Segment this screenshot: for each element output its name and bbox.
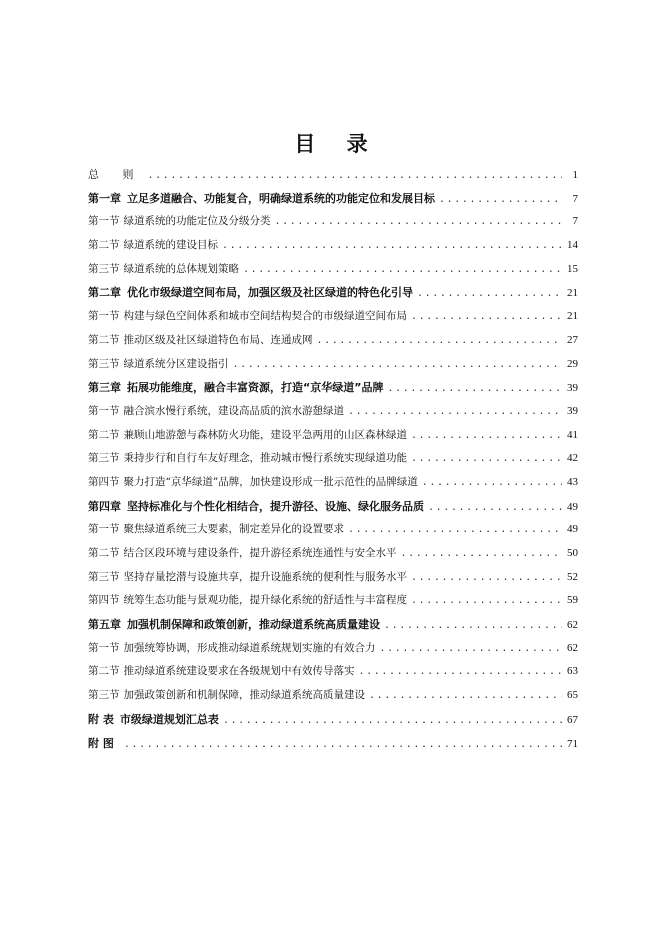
toc-entry-title: 推动区级及社区绿道特色布局、连通成网 (123, 333, 313, 346)
toc-entry-page: 7 (572, 192, 578, 205)
toc-entry-label (88, 732, 120, 756)
toc-entry-label (88, 708, 219, 732)
toc-entry-title: 拓展功能维度，融合丰富资源，打造“京华绿道”品牌 (127, 381, 384, 395)
toc-entry-number: 第二节 (88, 665, 120, 678)
toc-entry-page: 63 (567, 665, 578, 678)
toc-entry-page: 52 (567, 570, 578, 583)
toc-entry[interactable] (88, 329, 578, 353)
toc-entry[interactable] (88, 400, 578, 424)
toc-entry-label (88, 542, 397, 566)
dot-leader (439, 188, 562, 212)
toc-entry-title: 优化市级绿道空间布局，加强区级及社区绿道的特色化引导 (127, 286, 413, 300)
toc-entry-label (88, 589, 407, 613)
toc-entry-number: 第一章 (88, 191, 121, 205)
toc-entry[interactable] (88, 187, 578, 211)
toc-entry-number: 第一节 (88, 310, 120, 323)
toc-entry-title: 秉持步行和自行车友好理念，推动城市慢行系统实现绿道功能 (123, 452, 407, 465)
toc-entry-page: 21 (567, 310, 578, 323)
toc-entry-label (88, 234, 218, 258)
toc-entry-page: 21 (567, 287, 578, 300)
dot-leader (411, 424, 562, 448)
toc-entry-number: 第二节 (88, 547, 120, 559)
toc-entry-number: 第三节 (88, 262, 120, 275)
toc-entry-number: 第三章 (88, 381, 121, 395)
toc-entry-title: 绿道系统的总体规划策略 (123, 262, 239, 275)
dot-leader (384, 614, 562, 638)
toc-entry-number: 第一节 (88, 641, 120, 654)
toc-entry-number: 第二节 (88, 239, 120, 252)
dot-leader (411, 566, 562, 590)
dot-leader (380, 637, 563, 661)
toc-entry-number: 第二节 (88, 333, 120, 346)
toc-entry[interactable] (88, 305, 578, 329)
toc-entry[interactable] (88, 163, 578, 187)
toc-entry-title: 融合滨水慢行系统，建设高品质的滨水游憩绿道 (123, 404, 344, 417)
toc-entry-number: 第三节 (88, 452, 120, 465)
toc-entry-page: 42 (567, 452, 578, 465)
dot-leader (401, 542, 563, 566)
toc-entry-number: 第四节 (88, 594, 120, 607)
dot-leader (317, 329, 563, 353)
toc-entry[interactable] (88, 376, 578, 400)
toc-entry[interactable] (88, 732, 578, 756)
toc-entry-label (88, 281, 413, 305)
toc-entry-title: 绿道系统分区建设指引 (123, 357, 229, 370)
toc-entry-number: 第五章 (88, 618, 121, 632)
toc-entry-label (88, 187, 435, 211)
dot-leader (348, 518, 562, 542)
toc-entry[interactable] (88, 281, 578, 305)
toc-entry-number: 第三节 (88, 570, 120, 583)
toc-entry-number: 第四章 (88, 499, 121, 513)
toc-entry-label (88, 637, 376, 661)
dot-leader (417, 282, 562, 306)
toc-entry-page: 49 (567, 500, 578, 513)
toc-entry-page: 62 (567, 619, 578, 632)
toc-entry-number: 第三节 (88, 357, 120, 370)
toc-entry-title: 加强统筹协调，形成推动绿道系统规划实施的有效合力 (123, 641, 376, 654)
toc-entry-title: 市级绿道规划汇总表 (119, 712, 219, 726)
toc-entry[interactable] (88, 471, 578, 495)
dot-leader (148, 164, 563, 188)
toc-entry[interactable] (88, 613, 578, 637)
toc-entry-page: 7 (572, 215, 578, 228)
toc-entry-page: 62 (567, 641, 578, 654)
toc-entry[interactable] (88, 566, 578, 590)
toc-entry-label (88, 400, 344, 424)
toc-entry-page: 49 (567, 523, 578, 536)
toc-entry[interactable] (88, 258, 578, 282)
toc-entry[interactable] (88, 542, 578, 566)
dot-leader (222, 234, 562, 258)
toc-entry-label (88, 447, 407, 471)
toc-entry-page: 65 (567, 689, 578, 702)
toc-entry-page: 39 (567, 404, 578, 417)
toc-entry-label (88, 258, 239, 282)
toc-entry-label (88, 613, 380, 637)
dot-leader (124, 733, 562, 757)
toc-entry-title: 聚焦绿道系统三大要素，制定差异化的设置要求 (123, 523, 344, 536)
dot-leader (359, 660, 563, 684)
toc-entry-number: 附 图 (88, 736, 114, 750)
dot-leader (411, 305, 562, 329)
dot-leader (369, 684, 562, 708)
toc-entry[interactable] (88, 589, 578, 613)
toc-entry-label (88, 566, 407, 590)
toc-entry-page: 71 (567, 737, 578, 750)
toc-entry-title: 加强政策创新和机制保障，推动绿道系统高质量建设 (123, 689, 365, 702)
toc-entry-page: 59 (567, 594, 578, 607)
toc-entry[interactable] (88, 210, 578, 234)
toc-entry[interactable] (88, 684, 578, 708)
toc-entry-label (88, 471, 418, 495)
toc-entry-number: 总 则 (88, 168, 144, 181)
toc-entry[interactable] (88, 495, 578, 519)
dot-leader (387, 377, 562, 401)
dot-leader (411, 447, 562, 471)
toc-entry-label (88, 376, 383, 400)
toc-entry-page: 50 (567, 547, 578, 559)
toc-entry-title: 聚力打造“京华绿道”品牌，加快建设形成一批示范性的品牌绿道 (123, 475, 418, 488)
toc-entry-page: 14 (567, 239, 578, 252)
toc-entry-page: 27 (567, 333, 578, 346)
dot-leader (243, 258, 562, 282)
page-title: 目 录 (294, 131, 380, 156)
dot-leader (428, 496, 562, 520)
toc-entry-title: 坚持标准化与个性化相结合，提升游径、设施、绿化服务品质 (127, 499, 424, 513)
toc-entry-number: 第一节 (88, 523, 120, 536)
toc-entry-page: 39 (567, 382, 578, 395)
toc-entry-page: 67 (567, 713, 578, 726)
toc-entry[interactable] (88, 518, 578, 542)
toc-entry-number: 第二节 (88, 428, 120, 441)
toc-entry-page: 15 (567, 262, 578, 275)
toc-entry-title: 立足多道融合、功能复合，明确绿道系统的功能定位和发展目标 (127, 191, 435, 205)
table-of-contents (88, 163, 578, 755)
toc-entry-page: 1 (572, 169, 578, 181)
toc-entry-title: 结合区段环境与建设条件，提升游径系统连通性与安全水平 (123, 547, 397, 559)
toc-entry-label (88, 424, 407, 448)
toc-entry-title: 推动绿道系统建设要求在各级规划中有效传导落实 (123, 665, 355, 678)
toc-entry-page: 41 (567, 428, 578, 441)
toc-entry-number: 第四节 (88, 475, 120, 488)
toc-entry-label (88, 305, 407, 329)
toc-entry[interactable] (88, 708, 578, 732)
toc-entry-number: 第一节 (88, 215, 120, 228)
dot-leader (223, 709, 562, 733)
toc-entry[interactable] (88, 424, 578, 448)
toc-entry-title: 统筹生态功能与景观功能，提升绿化系统的舒适性与丰富程度 (123, 594, 407, 607)
dot-leader (233, 353, 563, 377)
toc-entry-number: 附 表 (88, 712, 114, 726)
toc-entry-label (88, 329, 313, 353)
toc-entry-page: 43 (567, 475, 578, 488)
toc-entry[interactable] (88, 447, 578, 471)
toc-entry-label (88, 210, 271, 234)
toc-entry-title: 绿道系统的建设目标 (123, 239, 218, 252)
toc-entry[interactable] (88, 353, 578, 377)
toc-entry-title: 坚持存量挖潜与设施共享，提升设施系统的便利性与服务水平 (123, 570, 407, 583)
toc-entry-label (88, 495, 424, 519)
toc-entry-label (88, 518, 344, 542)
toc-entry-title: 绿道系统的功能定位及分级分类 (123, 215, 271, 228)
dot-leader (275, 210, 563, 234)
toc-entry-label (88, 684, 365, 708)
toc-entry-number: 第一节 (88, 404, 120, 417)
dot-leader (422, 471, 562, 495)
toc-entry-number: 第二章 (88, 286, 121, 300)
toc-entry-title: 加强机制保障和政策创新，推动绿道系统高质量建设 (127, 618, 380, 632)
toc-entry-label (88, 660, 355, 684)
toc-entry-label (88, 163, 144, 187)
toc-entry[interactable] (88, 637, 578, 661)
dot-leader (411, 589, 562, 613)
toc-entry-number: 第三节 (88, 689, 120, 702)
toc-entry-title: 构建与绿色空间体系和城市空间结构契合的市级绿道空间布局 (123, 310, 407, 323)
toc-entry-label (88, 353, 229, 377)
toc-entry[interactable] (88, 660, 578, 684)
dot-leader (348, 400, 562, 424)
toc-entry-page: 29 (567, 357, 578, 370)
toc-entry[interactable] (88, 234, 578, 258)
toc-entry-title: 兼顾山地游憩与森林防火功能，建设平急两用的山区森林绿道 (123, 428, 407, 441)
